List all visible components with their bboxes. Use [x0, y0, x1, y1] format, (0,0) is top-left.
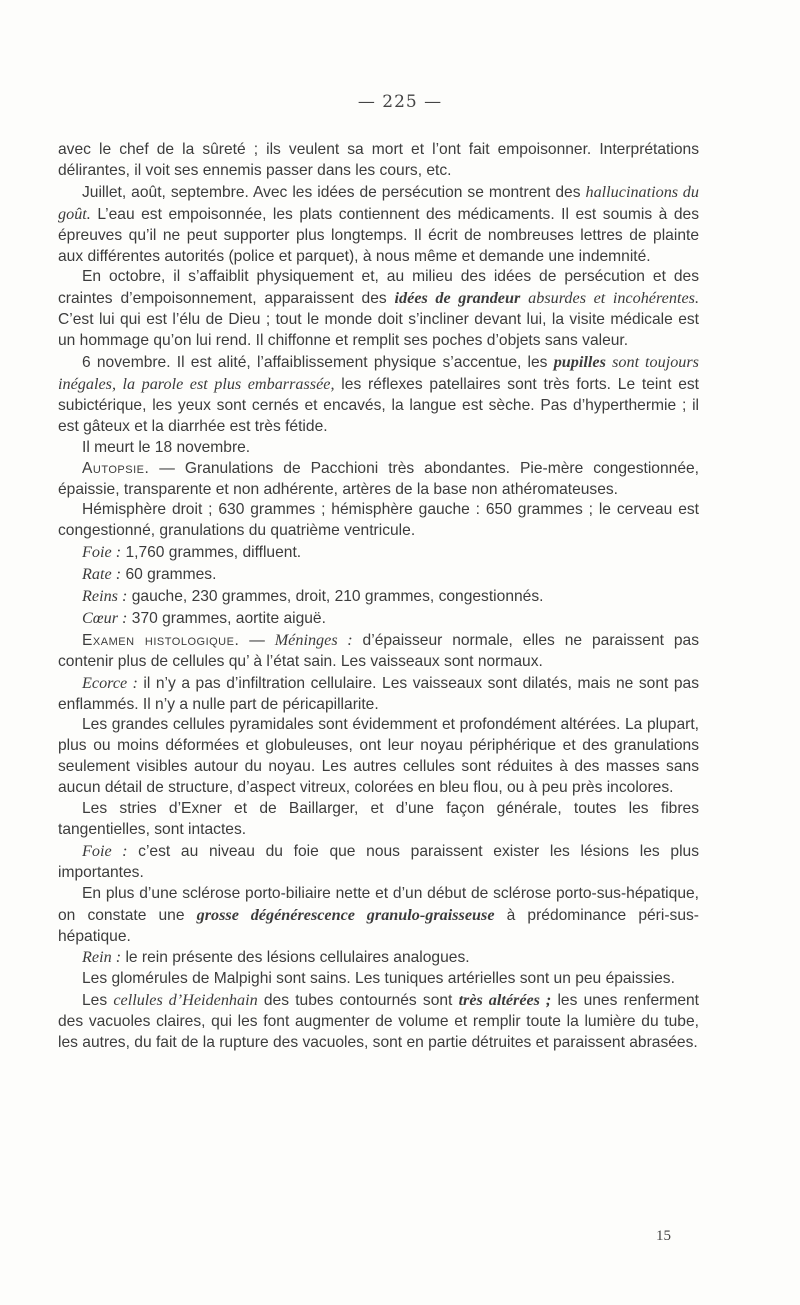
signature-mark: 15: [656, 1228, 671, 1244]
emphasis-text: hallucinations du goût.: [58, 182, 699, 223]
emphasis-text: Foie :: [82, 841, 128, 860]
text-run: il n’y a pas d’infiltration cellulaire. Les vaisseaux sont dilatés, mais ne sont pas enflammés. Il n’y a nulle part de péricapillarite.: [58, 674, 700, 713]
paragraph: [58, 630, 699, 673]
text-run: à prédominance péri-sus-hépatique.: [58, 906, 699, 945]
text-run: En octobre, il s’affaiblit physiquement et, au milieu des idées de persécution et des craintes d’empoisonnement, apparaissent des: [58, 268, 699, 308]
paragraph: [58, 438, 699, 459]
paragraph: [58, 352, 699, 438]
text-run: Juillet, août, septembre. Avec les idées de persécution se montrent des: [82, 183, 586, 201]
emphasis-text: pupilles: [553, 353, 606, 372]
text-run: Les grandes cellules pyramidales sont évidemment et profondément altérées. La plupart, plus ou moins déformées et globuleuses, ont leur noyau périphérique et des granulations seulement visibles autour du noyau. Les autres cellules sont réduites à des masses sans aucun détail de structure, d’aspect vitreux, colorées en bleu flou, ou à peu près incolores.: [58, 716, 699, 797]
text-run: Les glomérules de Malpighi sont sains. Les tuniques artérielles sont un peu épaissies.: [82, 970, 675, 988]
text-run: [520, 290, 528, 307]
page-number: — 225 —: [357, 92, 443, 112]
paragraph: [58, 459, 699, 501]
body-text: [58, 140, 699, 1054]
emphasis-text: Méninges :: [274, 630, 353, 649]
text-run: c’est au niveau du foie que nous paraissent exister les lésions les plus importantes.: [58, 842, 700, 881]
text-run: d’épaisseur normale, elles ne paraissent pas contenir plus de cellules qu’ à l’état sain. Les vaisseaux sont normaux.: [58, 631, 699, 670]
paragraph: [58, 990, 699, 1054]
paragraph: [58, 841, 699, 884]
text-run: — Granulations de Pacchioni très abondantes. Pie-mère congestionnée, épaissie, transparente et non adhérente, artères de la base non athéromateuses.: [58, 459, 699, 498]
emphasis-text: Foie :: [82, 543, 122, 562]
emphasis-text: cellules d’Heidenhain: [113, 991, 258, 1010]
text-run: C’est lui qui est l’élu de Dieu ; tout le monde doit s’incliner devant lui, la visite médicale est un hommage qu’on lui rend. Il chiffonne et remplit ses poches d’objets sans valeur.: [58, 311, 699, 350]
text-run: En plus d’une sclérose porto-biliaire nette et d’un début de sclérose porto-sus-hépatique, on constate une: [58, 884, 699, 924]
paragraph: [58, 969, 699, 990]
emphasis-text: idées de grandeur: [394, 289, 521, 308]
text-run: les unes renferment des vacuoles claires, qui les font augmenter de volume et remplir toute la lumière du tube, les autres, du fait de la rupture des vacuoles, sont en partie détruites et paraissent abrasées.: [58, 992, 699, 1052]
paragraph: [58, 182, 699, 268]
text-run: gauche, 230 grammes, droit, 210 grammes, congestionnés.: [127, 588, 544, 606]
paragraph: [58, 715, 699, 799]
emphasis-text: Examen histologique.: [82, 631, 240, 649]
text-run: 1,760 grammes, diffluent.: [121, 544, 302, 562]
text-run: —: [239, 631, 275, 649]
text-run: Hémisphère droit ; 630 grammes ; hémisphère gauche : 650 grammes ; le cerveau est congestionné, granulations du quatrième ventricule.: [58, 501, 699, 540]
paragraph: [58, 673, 699, 716]
emphasis-text: absurdes et incohérentes.: [528, 289, 699, 308]
paragraph: [58, 884, 699, 948]
text-run: avec le chef de la sûreté ; ils veulent sa mort et l’ont fait empoisonner. Interprétations délirantes, il voit ses ennemis passer dans les cours, etc.: [58, 141, 699, 179]
emphasis-text: sont toujours inégales, la parole est plus embarrassée,: [58, 353, 699, 393]
emphasis-text: Rate :: [82, 565, 122, 584]
paragraph: [58, 500, 699, 542]
paragraph: [58, 947, 699, 969]
text-run: 370 grammes, aortite aiguë.: [127, 609, 326, 627]
emphasis-text: Reins :: [82, 587, 128, 606]
paragraph: [58, 267, 699, 352]
emphasis-text: Rein :: [82, 948, 122, 967]
paragraph: [58, 542, 699, 564]
emphasis-text: grosse dégénérescence granulo-graisseuse: [196, 905, 495, 924]
emphasis-text: Cœur :: [82, 608, 128, 627]
emphasis-text: Autopsie.: [82, 459, 150, 477]
paragraph: [58, 586, 699, 608]
text-run: Les: [82, 992, 114, 1010]
text-run: Les stries d’Exner et de Baillarger, et d’une façon générale, toutes les fibres tangentielles, sont intactes.: [58, 800, 699, 838]
text-run: 60 grammes.: [121, 566, 217, 584]
paragraph: [58, 608, 699, 630]
paragraph: [58, 564, 699, 586]
text-run: Il meurt le 18 novembre.: [82, 438, 251, 456]
text-run: L’eau est empoisonnée, les plats contiennent des médicaments. Il est soumis à des épreuves qu’il ne peut supporter plus longtemps. Il écrit de nombreuses lettres de plainte aux différentes autorités (police et parquet), à nous même et demande une indemnité.: [58, 205, 699, 265]
text-run: des tubes contournés sont: [257, 992, 459, 1010]
text-run: le rein présente des lésions cellulaires analogues.: [121, 949, 470, 967]
paragraph: [58, 140, 699, 182]
emphasis-text: très altérées ;: [458, 991, 552, 1010]
paragraph: [58, 799, 699, 841]
text-run: les réflexes patellaires sont très forts. Le teint est subictérique, les yeux sont cernés et encavés, la langue est sèche. Pas d’hyperthermie ; il est gâteux et la diarrhée est très fétide.: [58, 375, 699, 435]
emphasis-text: Ecorce :: [82, 673, 138, 692]
text-run: 6 novembre. Il est alité, l’affaiblissement physique s’accentue, les: [82, 354, 554, 372]
